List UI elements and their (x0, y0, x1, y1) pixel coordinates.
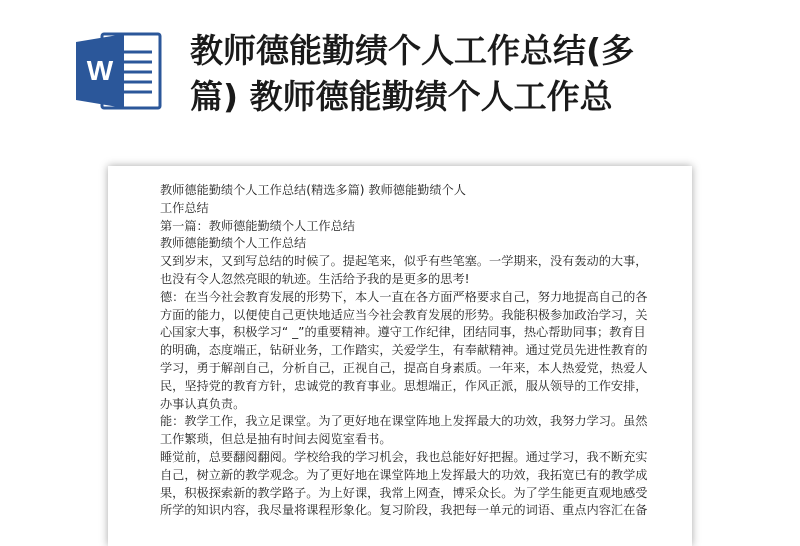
svg-text:W: W (86, 55, 114, 86)
document-paragraph (160, 200, 644, 218)
document-line: 工作总结 (160, 200, 209, 215)
title-line-2: 篇) 教师德能勤绩个人工作总 (190, 77, 613, 116)
word-document-icon (72, 30, 164, 112)
document-paragraph (160, 449, 648, 520)
document-paragraph (160, 253, 648, 289)
document-paragraph (160, 413, 648, 449)
document-line: 所学的知识内容，我尽量将课程形象化。复习阶段，我把每一单元的词语、重点内容汇在备 (160, 503, 648, 518)
document-line: 果，积极探索新的教学路子。为上好课，我常上网查，博采众长。为了学生能更直观地感受 (160, 485, 648, 500)
document-preview (108, 166, 692, 546)
document-body (160, 182, 648, 520)
document-line: 民，坚持党的教育方针，忠诚党的教育事业。思想端正，作风正派，服从领导的工作安排， (160, 378, 648, 393)
document-line: 自己，树立新的教学观念。为了更好地在课堂阵地上发挥最大的功效，我拓宽已有的教学成 (160, 467, 648, 482)
document-line: 方面的能力，以便使自己更快地适应当今社会教育发展的形势。我能积极参加政治学习，关 (160, 307, 648, 322)
document-line: 教师德能勤绩个人工作总结 (160, 236, 307, 251)
document-paragraph (160, 218, 644, 236)
document-line: 睡觉前，总要翻阅翻阅。学校给我的学习机会，我也总能好好把握。通过学习，我不断充实 (160, 449, 648, 464)
title-line-1: 教师德能勤绩个人工作总结(多 (190, 31, 635, 70)
document-line: 学习，勇于解剖自己，分析自己，正视自己，提高自身素质。一年来，本人热爱党，热爱人 (160, 360, 648, 375)
document-line: 办事认真负责。 (160, 396, 246, 411)
document-line: 心国家大事，积极学习“ _”的重要精神。遵守工作纪律，团结同事，热心帮助同事；教育目 (160, 325, 646, 340)
page-title (190, 28, 780, 120)
document-paragraph (160, 289, 648, 414)
document-line: 德：在当今社会教育发展的形势下，本人一直在各方面严格要求自己，努力地提高自己的各 (160, 289, 648, 304)
document-line: 工作繁琐，但总是抽有时间去阅览室看书。 (160, 432, 392, 447)
document-line: 又到岁末，又到写总结的时候了。提起笔来，似乎有些笔塞。一学期来，没有轰动的大事， (160, 254, 648, 269)
document-line: 第一篇：教师德能勤绩个人工作总结 (160, 218, 355, 233)
document-line: 教师德能勤绩个人工作总结(精选多篇) 教师德能勤绩个人 (160, 183, 466, 197)
document-paragraph (160, 182, 644, 200)
page-header (0, 0, 800, 150)
document-line: 也没有令人忽然亮眼的轨迹。生活给予我的是更多的思考! (160, 271, 470, 286)
document-line: 的明确，态度端正，钻研业务，工作踏实，关爱学生，有奉献精神。通过党员先进性教育的 (160, 343, 648, 358)
document-paragraph (160, 235, 644, 253)
document-line: 能：教学工作，我立足课堂。为了更好地在课堂阵地上发挥最大的功效，我努力学习。虽然 (160, 414, 648, 429)
